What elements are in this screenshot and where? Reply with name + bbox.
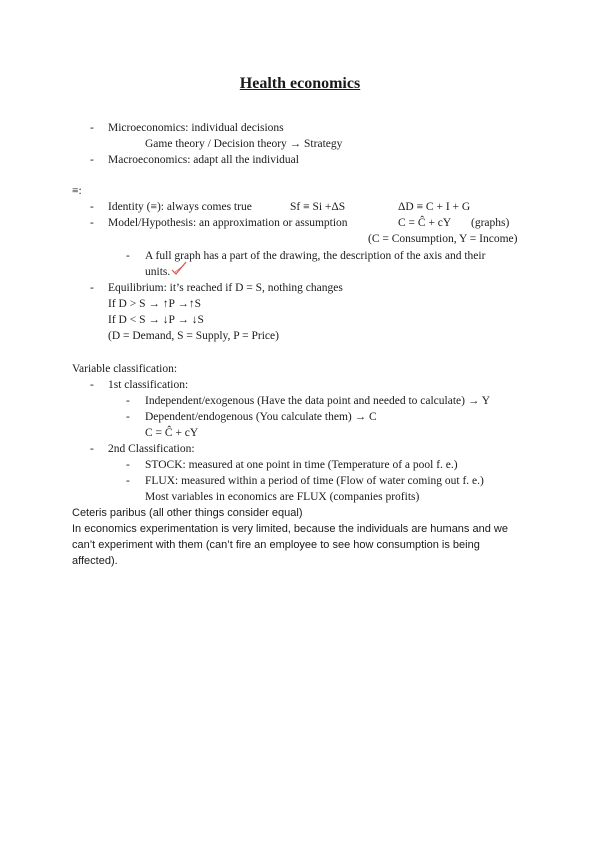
line-first-class: 1st classification: <box>108 379 189 391</box>
bullet-dash: - <box>90 443 94 455</box>
bullet-dash: - <box>90 201 94 213</box>
line-eq-case-1: If D > S → ↑P →↑S <box>108 298 201 310</box>
line-micro: Microeconomics: individual decisions <box>108 122 284 134</box>
bullet-dash: - <box>126 459 130 471</box>
model-legend: (C = Consumption, Y = Income) <box>368 233 518 245</box>
line-game-theory: Game theory / Decision theory → Strategy <box>145 138 343 150</box>
line-full-graph-2: units. <box>145 266 171 278</box>
model-equation: C = Ĉ + cY <box>398 217 452 229</box>
line-independent: Independent/exogenous (Have the data point and needed to calculate) → Y <box>145 395 491 407</box>
model-graphs-note: (graphs) <box>471 217 510 229</box>
bullet-dash: - <box>126 395 130 407</box>
line-full-graph-1: A full graph has a part of the drawing, the description of the axis and their <box>145 250 486 262</box>
line-var-class: Variable classification: <box>72 363 178 375</box>
document-title: Health economics <box>239 75 361 92</box>
line-flux-note: Most variables in economics are FLUX (companies profits) <box>145 491 420 503</box>
bullet-dash: - <box>90 379 94 391</box>
line-equilibrium: Equilibrium: it’s reached if D = S, nothing changes <box>108 282 343 294</box>
bullet-dash: - <box>126 411 130 423</box>
line-eq-case-2: If D < S → ↓P → ↓S <box>108 314 204 326</box>
paragraph-line-2: can’t experiment with them (can’t fire an employee to see how consumption is being <box>72 539 480 551</box>
bullet-dash: - <box>126 475 130 487</box>
bullet-dash: - <box>90 282 94 294</box>
line-model: Model/Hypothesis: an approximation or assumption <box>108 217 348 229</box>
line-dependent-eq: C = Ĉ + cY <box>145 427 199 439</box>
checkmark-icon <box>170 260 188 276</box>
bullet-dash: - <box>90 217 94 229</box>
bullet-dash: - <box>90 122 94 134</box>
line-flux: FLUX: measured within a period of time (Flow of water coming out f. e.) <box>145 475 484 487</box>
line-ceteris: Ceteris paribus (all other things consider equal) <box>72 507 303 519</box>
paragraph-line-3: affected). <box>72 555 118 567</box>
line-eq-legend: (D = Demand, S = Supply, P = Price) <box>108 330 279 342</box>
bullet-dash: - <box>90 154 94 166</box>
line-second-class: 2nd Classification: <box>108 443 195 455</box>
line-dependent: Dependent/endogenous (You calculate them) → C <box>145 411 377 423</box>
bullet-dash: - <box>126 250 130 262</box>
line-stock: STOCK: measured at one point in time (Temperature of a pool f. e.) <box>145 459 458 471</box>
line-equiv-heading: ≡: <box>72 185 82 197</box>
line-macro: Macroeconomics: adapt all the individual <box>108 154 299 166</box>
identity-equation-2: ΔD ≡ C + I + G <box>398 201 471 213</box>
identity-equation-1: Sf ≡ Si +ΔS <box>290 201 346 213</box>
paragraph-line-1: In economics experimentation is very limited, because the individuals are humans and we <box>72 523 508 535</box>
line-identity: Identity (≡): always comes true <box>108 201 252 213</box>
